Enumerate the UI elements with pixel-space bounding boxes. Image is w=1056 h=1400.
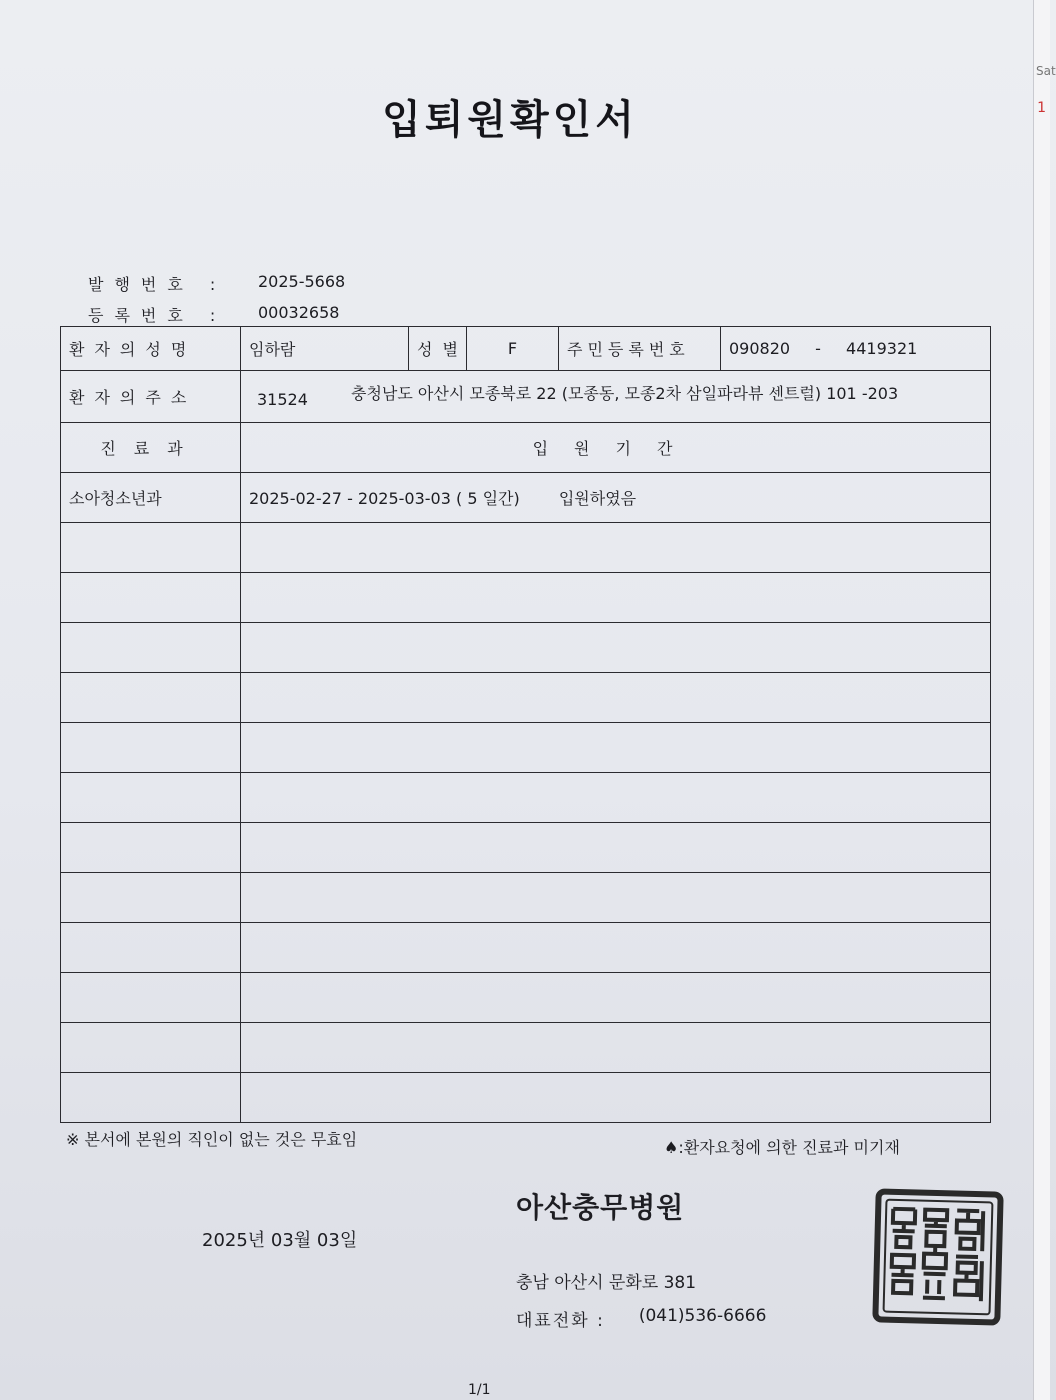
- issue-number-value: 2025-5668: [258, 272, 346, 291]
- document-title: 입퇴원확인서: [382, 97, 638, 143]
- registration-number-label: 등록번호 :: [88, 306, 227, 325]
- hospital-address: 충남 아산시 문화로 381: [516, 1273, 697, 1293]
- patient-name-label: 환자의성명: [61, 327, 241, 371]
- patient-name-row: [61, 327, 991, 371]
- edge-text: Sat: [1036, 64, 1056, 78]
- blank-row: [61, 923, 991, 973]
- rrn-dash: -: [815, 339, 821, 358]
- issue-date: 2025년 03월 03일: [202, 1230, 358, 1251]
- blank-row: [61, 1023, 991, 1073]
- department-value: 소아청소년과: [61, 473, 241, 523]
- hospital-name: 아산충무병원: [516, 1191, 685, 1224]
- period-cell: [241, 473, 991, 523]
- seal-notice: ※ 본서에 본원의 직인이 없는 것은 무효임: [66, 1130, 358, 1149]
- edge-mark: 1: [1037, 100, 1046, 116]
- blank-row: [61, 523, 991, 573]
- blank-row: [61, 823, 991, 873]
- official-seal: [872, 1188, 1003, 1325]
- phone-value: (041)536-6666: [638, 1306, 767, 1326]
- adjacent-paper-edge: [1033, 0, 1056, 1400]
- blank-row: [61, 723, 991, 773]
- blank-row: [61, 973, 991, 1023]
- patient-address: 충청남도 아산시 모종북로 22 (모종동, 모종2차 삼일파라뷰 센트럴) 101 -203: [351, 383, 899, 403]
- sex-label: 성별: [409, 327, 467, 371]
- period-header: 입원기간: [241, 423, 991, 473]
- registration-number-row: [88, 303, 339, 326]
- patient-address-cell: [241, 371, 991, 423]
- admission-form: [60, 326, 990, 1123]
- department-header: 진료과: [61, 423, 241, 473]
- seal-stamp-icon: [872, 1188, 1003, 1325]
- postal-code: 31524: [257, 389, 308, 409]
- admission-table: [60, 326, 991, 1123]
- rrn-value: [721, 327, 991, 371]
- blank-row: [61, 673, 991, 723]
- blank-row: [61, 623, 991, 673]
- admission-period: 2025-02-27 - 2025-03-03 ( 5 일간): [249, 489, 520, 508]
- blank-row: [61, 573, 991, 623]
- sex-value: F: [467, 327, 559, 371]
- patient-name: 임하람: [241, 327, 409, 371]
- blank-row: [61, 873, 991, 923]
- registration-number-value: 00032658: [258, 303, 340, 322]
- rrn-front: 090820: [729, 339, 791, 358]
- issue-number-row: [88, 272, 345, 295]
- admission-header-row: [61, 423, 991, 473]
- rrn-label: 주민등록번호: [559, 327, 721, 371]
- page-number: 1/1: [468, 1382, 491, 1398]
- admission-status: 입원하였음: [558, 489, 637, 508]
- patient-address-label: 환자의주소: [61, 371, 241, 423]
- admission-record-row: [61, 473, 991, 523]
- request-notice: ♠:환자요청에 의한 진료과 미기재: [664, 1138, 900, 1157]
- hospital-phone: [516, 1306, 766, 1331]
- rrn-back: 4419321: [846, 339, 918, 358]
- blank-row: [61, 773, 991, 823]
- phone-label: 대표전화 :: [516, 1311, 605, 1331]
- blank-row: [61, 1073, 991, 1123]
- patient-address-row: [61, 371, 991, 423]
- issue-number-label: 발행번호 :: [88, 275, 227, 294]
